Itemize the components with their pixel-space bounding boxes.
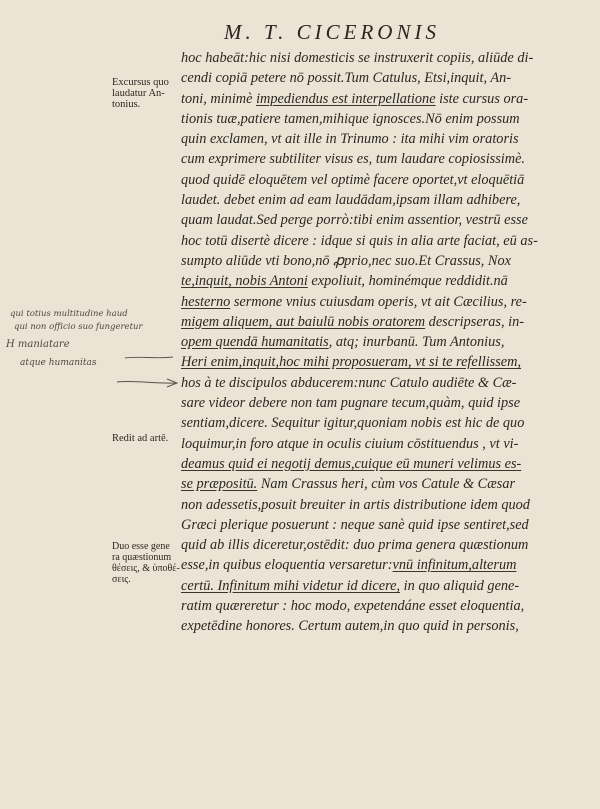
- text-segment: loquimur,in foro atque in oculis ciuium cōstituendus , vt vi-: [181, 435, 519, 452]
- text-segment: quod quidē eloquētem vel optimè facere oportet,vt eloquētiā: [181, 171, 525, 188]
- text-line: [181, 89, 561, 109]
- text-line: [181, 434, 561, 454]
- text-segment: sermone vnius cuiusdam operis, vt ait Cæcilius, re-: [230, 293, 527, 310]
- text-line: [181, 68, 561, 88]
- text-line: [181, 616, 561, 636]
- text-line: [181, 210, 561, 230]
- margin-note-line: Duo esse gene: [112, 541, 170, 552]
- text-line: [181, 292, 561, 312]
- underlined-passage: vnū infinitum,alterum: [392, 557, 517, 574]
- text-segment: ratim quæreretur : hoc modo, expetendáne esset eloquentia,: [181, 598, 525, 615]
- text-segment: tionis tuæ,patiere tamen,mihique ignosces.Nō enim possum: [181, 110, 520, 127]
- text-line: [181, 231, 561, 251]
- text-segment: expoliuit, hominémque reddidit.nā: [307, 273, 508, 290]
- text-segment: descripseras, in-: [425, 313, 524, 330]
- margin-note-line: ra quæstionum: [112, 552, 172, 563]
- text-line: [181, 454, 561, 474]
- text-segment: laudet. debet enim ad eam laudādam,ipsam illam adhibere,: [181, 192, 521, 209]
- text-segment: non adessetis,posuit breuiter in artis distributione idem quod: [181, 496, 530, 513]
- text-segment: esse,in quibus eloquentia versaretur:: [181, 557, 393, 574]
- text-line: [181, 190, 561, 210]
- text-line: [181, 596, 561, 616]
- text-line: [181, 373, 561, 393]
- text-line: [181, 352, 561, 372]
- text-line: [181, 535, 561, 555]
- text-segment: toni, minimè: [181, 90, 257, 107]
- underlined-passage: deamus quid ei negotij demus,cuique eū muneri velimus es-: [181, 455, 522, 472]
- text-line: [181, 129, 561, 149]
- handwritten-note: atque humanitas: [20, 358, 97, 368]
- underlined-passage: migem aliquem, aut baiulū nobis oratorem: [181, 313, 426, 330]
- margin-note-line: tonius.: [112, 99, 141, 110]
- text-line: [181, 48, 561, 68]
- margin-note-line: laudatur An-: [112, 88, 165, 99]
- underlined-passage: Heri enim,inquit,hoc mihi proposueram, vt si te refellissem,: [181, 354, 522, 371]
- text-segment: iste cursus ora-: [435, 90, 529, 107]
- text-line: [181, 474, 561, 494]
- text-line: [181, 332, 561, 352]
- margin-note-line: θέσεις, & ὑποθέ-: [112, 563, 180, 574]
- text-line: [181, 393, 561, 413]
- underlined-passage: te,inquit, nobis Antoni: [181, 273, 308, 290]
- underlined-passage: certū. Infinitum mihi videtur id dicere,: [181, 577, 401, 594]
- text-line: [181, 413, 561, 433]
- underlined-passage: hesterno: [181, 293, 231, 310]
- text-line: [181, 312, 561, 332]
- text-segment: hos à te discipulos abducerem:nunc Catulo audiēte & Cæ-: [181, 374, 517, 391]
- text-segment: Græci plerique posuerunt : neque sanè quid ipse sentiret,sed: [181, 516, 529, 533]
- text-line: [181, 271, 561, 291]
- body-text: [181, 48, 561, 637]
- text-segment: sentiam,dicere. Sequitur igitur,quoniam nobis est hic de quo: [181, 415, 525, 432]
- text-segment: sumpto aliūde vti bono,nō ꝓprio,nec suo.Et Crassus, Nox: [181, 252, 511, 269]
- text-segment: sare videor debere non tam pugnare tecum,quàm, quid ipse: [181, 395, 521, 412]
- text-segment: expetēdine honores. Certum autem,in quo quid in personis,: [181, 618, 519, 635]
- text-segment: cendi copiā petere nō possit.Tum Catulus, Etsi,inquit, An-: [181, 70, 512, 87]
- underlined-passage: impediendus est interpellatione: [256, 90, 436, 107]
- handwritten-note: qui non officio suo fungeretur: [14, 322, 143, 332]
- margin-note-excursus: [112, 77, 169, 110]
- handwritten-note: qui totius multitudine haud: [10, 309, 128, 319]
- running-head: M. T. CICERONIS: [224, 20, 440, 44]
- text-line: [181, 495, 561, 515]
- margin-note-redit: [112, 433, 168, 444]
- text-segment: quam laudat.Sed perge porrò:tibi enim assentior, vestrū esse: [181, 212, 528, 229]
- text-segment: hoc habeāt:hic nisi domesticis se instruxerit copiis, aliūde di-: [181, 50, 534, 66]
- margin-note-line: σεις.: [112, 574, 131, 585]
- text-line: [181, 170, 561, 190]
- underlined-passage: opem quendā humanitatis: [181, 334, 329, 351]
- text-line: [181, 555, 561, 575]
- text-segment: Nam Crassus heri, cùm vos Catule & Cæsar: [257, 476, 516, 493]
- margin-note-line: Excursus quo: [112, 77, 169, 88]
- text-segment: cum exprimere subtiliter visus es, tum laudare copiosissimè.: [181, 151, 526, 168]
- handwritten-note: H maniatare: [6, 339, 70, 350]
- text-segment: quin exclamen, vt ait ille in Trinumo : ita mihi vim oratoris: [181, 131, 519, 148]
- text-line: [181, 109, 561, 129]
- text-segment: in quo aliquid gene-: [400, 577, 520, 594]
- text-segment: hoc totū disertè dicere : idque si quis in alia arte faciat, eū as-: [181, 232, 538, 249]
- margin-note-duo: [112, 541, 180, 585]
- text-line: [181, 251, 561, 271]
- text-line: [181, 576, 561, 596]
- margin-note-line: Redit ad artē.: [112, 433, 169, 444]
- text-segment: , atq; inurbanū. Tum Antonius,: [328, 334, 505, 351]
- text-line: [181, 515, 561, 535]
- text-segment: quid ab illis diceretur,ostēdit: duo prima genera quæstionum: [181, 537, 529, 554]
- annotation-pointer-icon: [115, 350, 185, 390]
- text-line: [181, 149, 561, 169]
- underlined-passage: se præpositū.: [181, 476, 258, 493]
